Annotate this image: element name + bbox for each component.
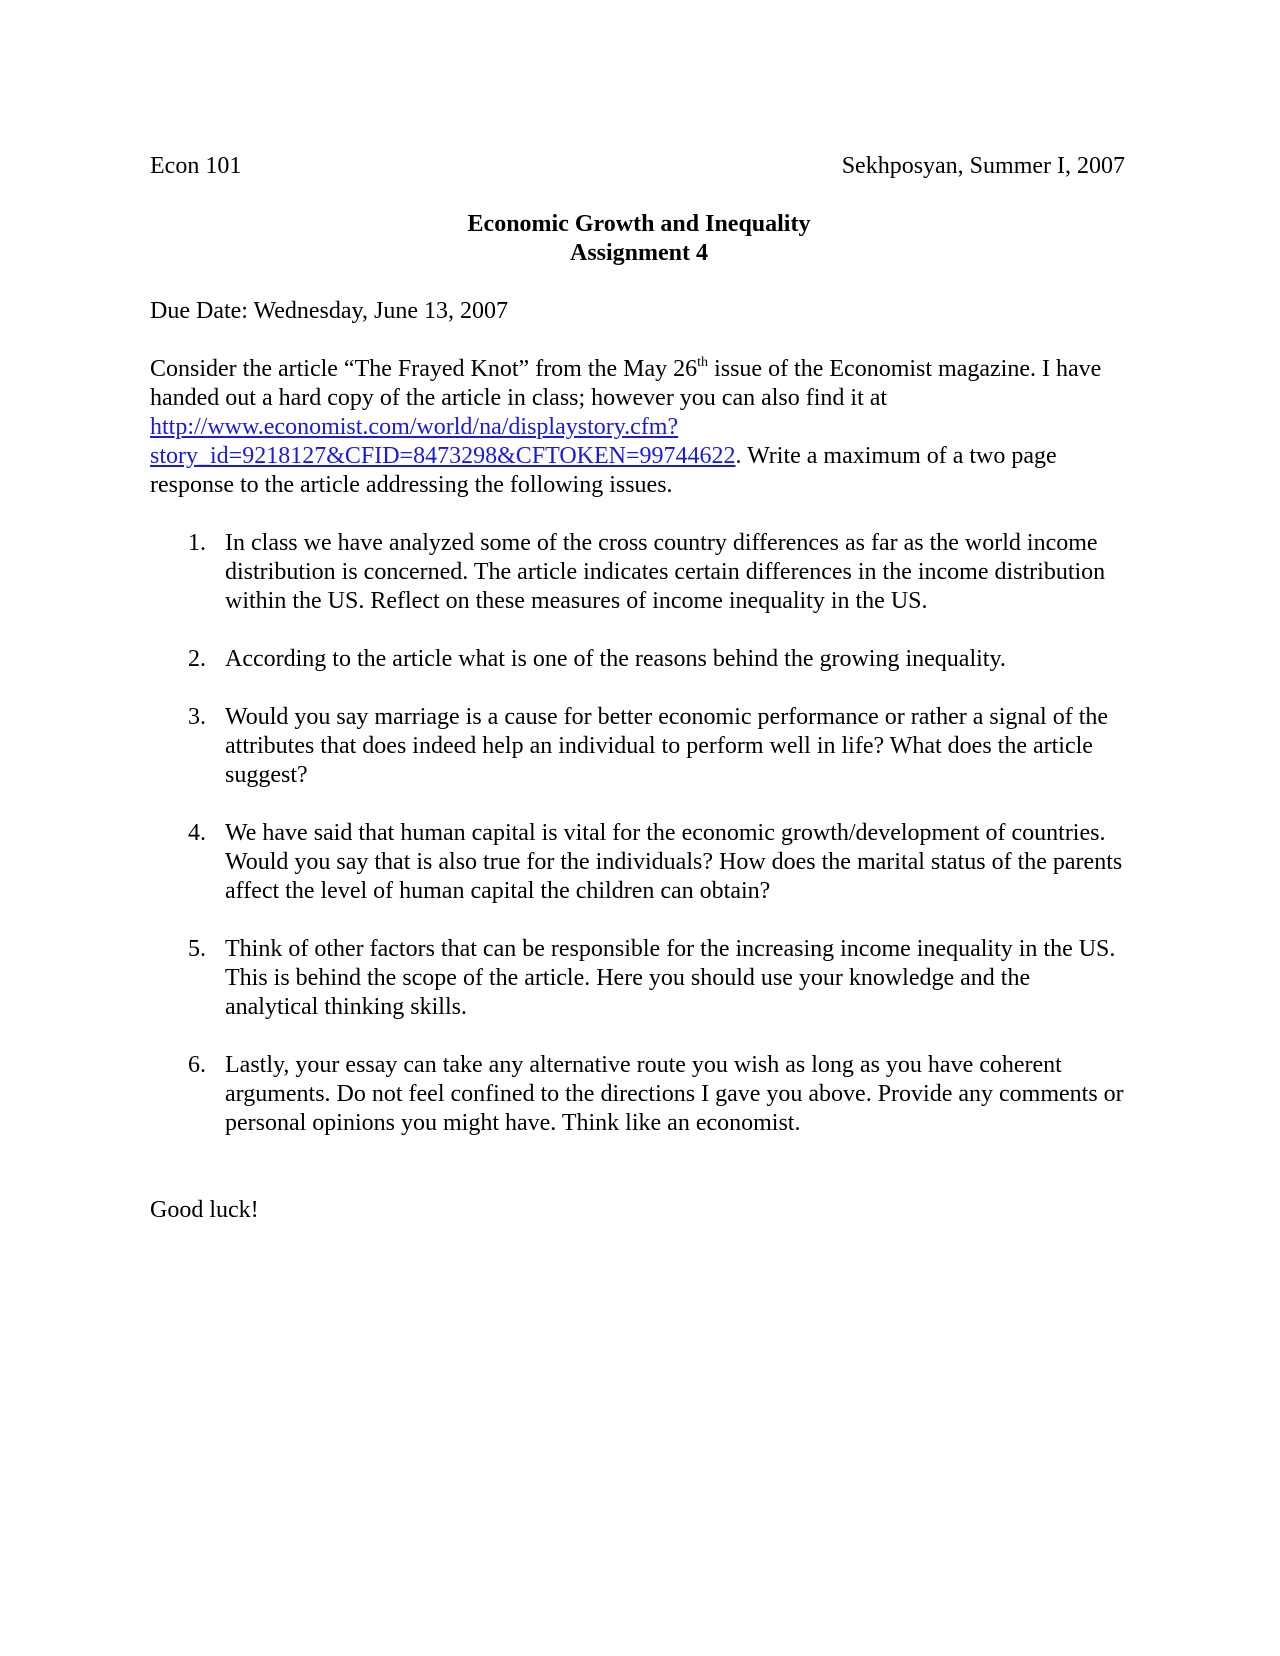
document-page xyxy=(150,152,1128,1225)
question-text: According to the article what is one of the reasons behind the growing inequality. xyxy=(225,646,1006,672)
list-item xyxy=(150,819,1128,906)
intro-paragraph xyxy=(150,355,1125,500)
title-line-2: Assignment 4 xyxy=(569,240,708,266)
question-text: Think of other factors that can be responsible for the increasing income inequality in the US. This is behind the scope of the article. Here you should use your knowledge and the analytical thinking skills. xyxy=(225,936,1116,1020)
list-item xyxy=(150,529,1128,616)
due-date: Due Date: Wednesday, June 13, 2007 xyxy=(150,298,508,324)
question-text: Lastly, your essay can take any alternative route you wish as long as you have coherent arguments. Do not feel confined to the directions I gave you above. Provide any comments or personal opinions you might have. Think like an economist. xyxy=(225,1052,1124,1136)
course-name: Econ 101 xyxy=(150,153,242,179)
question-number: 6. xyxy=(188,1052,206,1078)
intro-superscript: th xyxy=(697,355,709,370)
document-title xyxy=(150,210,1128,268)
question-number: 5. xyxy=(188,936,206,962)
instructor-term: Sekhposyan, Summer I, 2007 xyxy=(841,153,1125,179)
question-list xyxy=(150,529,1128,1138)
question-text: Would you say marriage is a cause for better economic performance or rather a signal of the attributes that does indeed help an individual to perform well in life? What does the article suggest? xyxy=(225,704,1109,788)
article-link-line-1[interactable]: http://www.economist.com/world/na/displaystory.cfm? xyxy=(150,414,679,440)
intro-text-3: . Write a maximum of a two page response to the article addressing the following issues. xyxy=(150,443,1057,498)
closing-text: Good luck! xyxy=(150,1197,259,1223)
question-number: 1. xyxy=(188,530,206,556)
document-header xyxy=(150,152,1125,181)
intro-text-1: Consider the article “The Frayed Knot” from the May 26 xyxy=(150,356,698,382)
list-item xyxy=(150,1051,1128,1138)
title-line-1: Economic Growth and Inequality xyxy=(467,211,811,237)
question-text: We have said that human capital is vital for the economic growth/development of countries. Would you say that is also true for the individuals? How does the marital status of the parents affect the level of human capital the children can obtain? xyxy=(225,820,1123,904)
question-number: 3. xyxy=(188,704,206,730)
article-link[interactable] xyxy=(150,414,736,469)
intro-text-2: issue of the Economist magazine. I have handed out a hard copy of the article in class; however you can also find it at xyxy=(150,356,1102,411)
question-number: 4. xyxy=(188,820,206,846)
question-text: In class we have analyzed some of the cross country differences as far as the world income distribution is concerned. The article indicates certain differences in the income distribution within the US. Reflect on these measures of income inequality in the US. xyxy=(225,530,1106,614)
list-item xyxy=(150,935,1128,1022)
list-item xyxy=(150,645,1128,674)
article-link-line-2[interactable]: story_id=9218127&CFID=8473298&CFTOKEN=99744622 xyxy=(150,443,736,469)
question-number: 2. xyxy=(188,646,206,672)
list-item xyxy=(150,703,1128,790)
